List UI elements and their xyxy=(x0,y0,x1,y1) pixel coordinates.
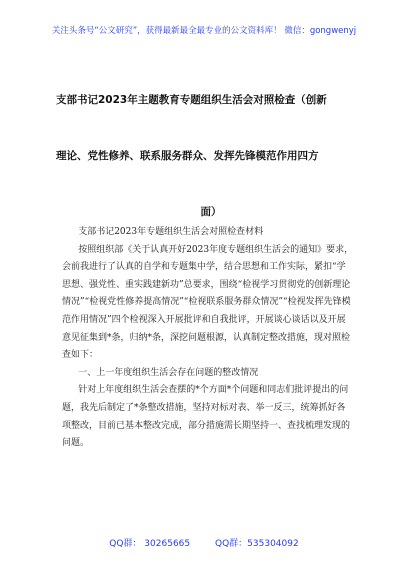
qq-group-1: QQ群： 30265665 xyxy=(109,539,191,549)
document-title xyxy=(56,72,366,240)
section-heading-1: 一、上一年度组织生活会存在问题的整改情况 xyxy=(78,367,259,378)
footer-qq-groups xyxy=(0,536,408,549)
qq-group-2: QQ群：535304092 xyxy=(215,539,299,549)
paragraph-intro: 按照组织部《关于认真开好2023年度专题组织生活会的通知》要求，会前我进行了认真的自学和专题集中学，结合思想和工作实际，紧扣“学思想、强党性、重实践建新功”总要求，围绕“检视学习贯彻党的创新理论情况”“检视党性修养提高情况”“检视联系服务群众情况”“检视发挥先锋模范作用情况”四个检视深入开展批评和自我批评，开展谈心谈话以及开展意见征集到*条，归纳*条，深挖问题根源，认真制定整改措施，现对照检查如下： xyxy=(62,244,354,361)
top-banner: 关注头条号“公文研究”，获得最新最全最专业的公文资料库！ 微信：gongwenyj xyxy=(51,26,357,36)
paragraph-rectification: 针对上年度组织生活会查摆的*个方面*个问题和同志们批评提出的问题，我先后制定了*条整改措施，坚持对标对表、举一反三，统筹抓好各项整改，目前已基本整改完成，部分措施需长期坚持一、查找梳理发现的问题。 xyxy=(62,385,351,449)
title-line-1: 支部书记2023年主题教育专题组织生活会对照检查（创新 xyxy=(56,94,327,106)
title-line-2: 理论、党性修养、联系服务群众、发挥先锋模范作用四方 xyxy=(56,150,319,162)
document-subtitle: 支部书记2023年专题组织生活会对照检查材料 xyxy=(78,227,264,237)
title-line-3: 面） xyxy=(200,206,222,218)
document-body xyxy=(62,224,354,453)
